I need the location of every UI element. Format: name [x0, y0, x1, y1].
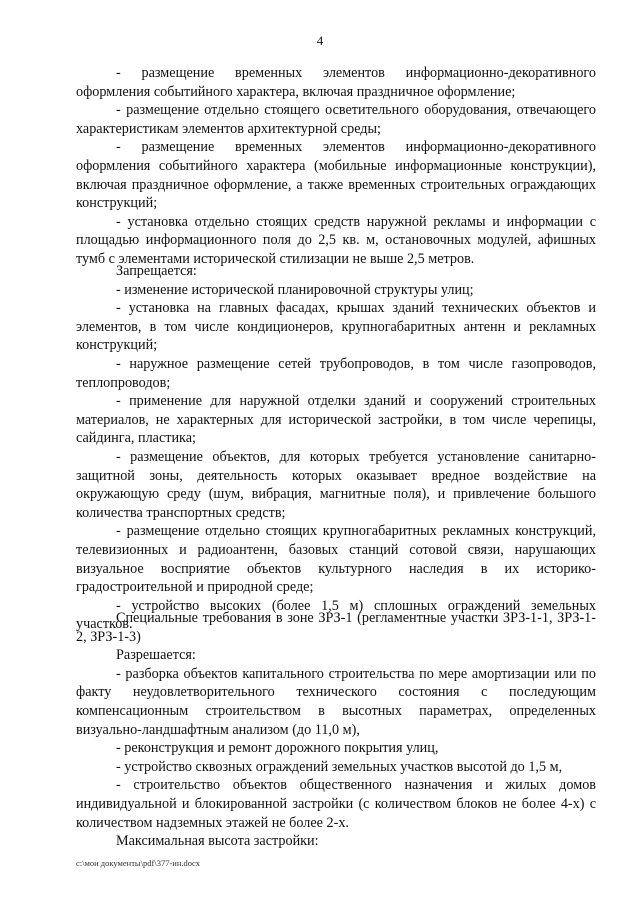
paragraph: - изменение исторической планировочной структуры улиц;: [116, 281, 474, 298]
section-permitted-continued: [76, 64, 596, 269]
paragraph: - размещение временных элементов информационно-декоративного оформления событийного характера (мобильные информационные конструкции), включая праздничное оформление, а также временных строительных ограждающих конструкций;: [76, 139, 596, 212]
paragraph: - размещение отдельно стоящих крупногабаритных рекламных конструкций, телевизионных и радиоантенн, базовых станций сотовой связи, нарушающих визуальное восприятие объектов культурного наследия в их историко-градостроительной и природной среде;: [76, 523, 596, 596]
paragraph: - разборка объектов капитального строительства по мере амортизации или по факту неудовлетворительного технического состояния с последующим компенсационным строительством в высотных параметрах, определенных визуально-ландшафтным анализом (до 11,0 м),: [76, 665, 596, 738]
page-number: 4: [316, 33, 324, 48]
section-title: Специальные требования в зоне ЗРЗ-1 (регламентные участки ЗРЗ-1-1, ЗРЗ-1-2, ЗРЗ-1-3): [76, 610, 596, 645]
section-prohibited: [76, 262, 596, 634]
paragraph: - устройство сквозных ограждений земельных участков высотой до 1,5 м,: [116, 758, 563, 775]
paragraph: - устройство высоких (более 1,5 м) сплошных ограждений земельных участков.: [76, 597, 596, 633]
section-heading: Запрещается:: [116, 263, 197, 279]
paragraph: - размещение отдельно стоящего осветительного оборудования, отвечающего характеристикам элементов архитектурной среды;: [76, 102, 596, 137]
paragraph: - реконструкция и ремонт дорожного покрытия улиц,: [116, 740, 439, 757]
paragraph: - наружное размещение сетей трубопроводов, в том числе газопроводов, теплопроводов;: [76, 355, 596, 391]
section-heading: Разрешается:: [116, 647, 196, 664]
paragraph: Максимальная высота застройки:: [116, 833, 319, 850]
paragraph: - размещение временных элементов информационно-декоративного оформления событийного характера, включая праздничное оформление;: [76, 65, 596, 100]
paragraph: - применение для наружной отделки зданий и сооружений строительных материалов, не характерных для исторической застройки, в том числе черепицы, сайдинга, пластика;: [76, 393, 596, 447]
paragraph: - установка на главных фасадах, крышах зданий технических объектов и элементов, в том числе кондиционеров, крупногабаритных антенн и рекламных конструкций;: [76, 300, 596, 354]
paragraph: - размещение объектов, для которых требуется установление санитарно-защитной зоны, деятельность которых оказывает вредное воздействие на окружающую среду (шум, вибрация, магнитные поля), и привлечение большого количества транспортных средств;: [76, 448, 596, 521]
section-zrz1-requirements: [76, 609, 596, 851]
footer-file-path: c:\мои документы\pdf\377-ин.docx: [76, 858, 201, 868]
paragraph: - установка отдельно стоящих средств наружной рекламы и информации с площадью информационного поля до 2,5 кв. м, остановочных модулей, афишных тумб с элементами исторической стилизации не выше 2,5 метров.: [76, 213, 596, 267]
paragraph: - строительство объектов общественного назначения и жилых домов индивидуальной и блокированной застройки (с количеством блоков не более 4-х) с количеством надземных этажей не более 2-х.: [76, 777, 596, 831]
